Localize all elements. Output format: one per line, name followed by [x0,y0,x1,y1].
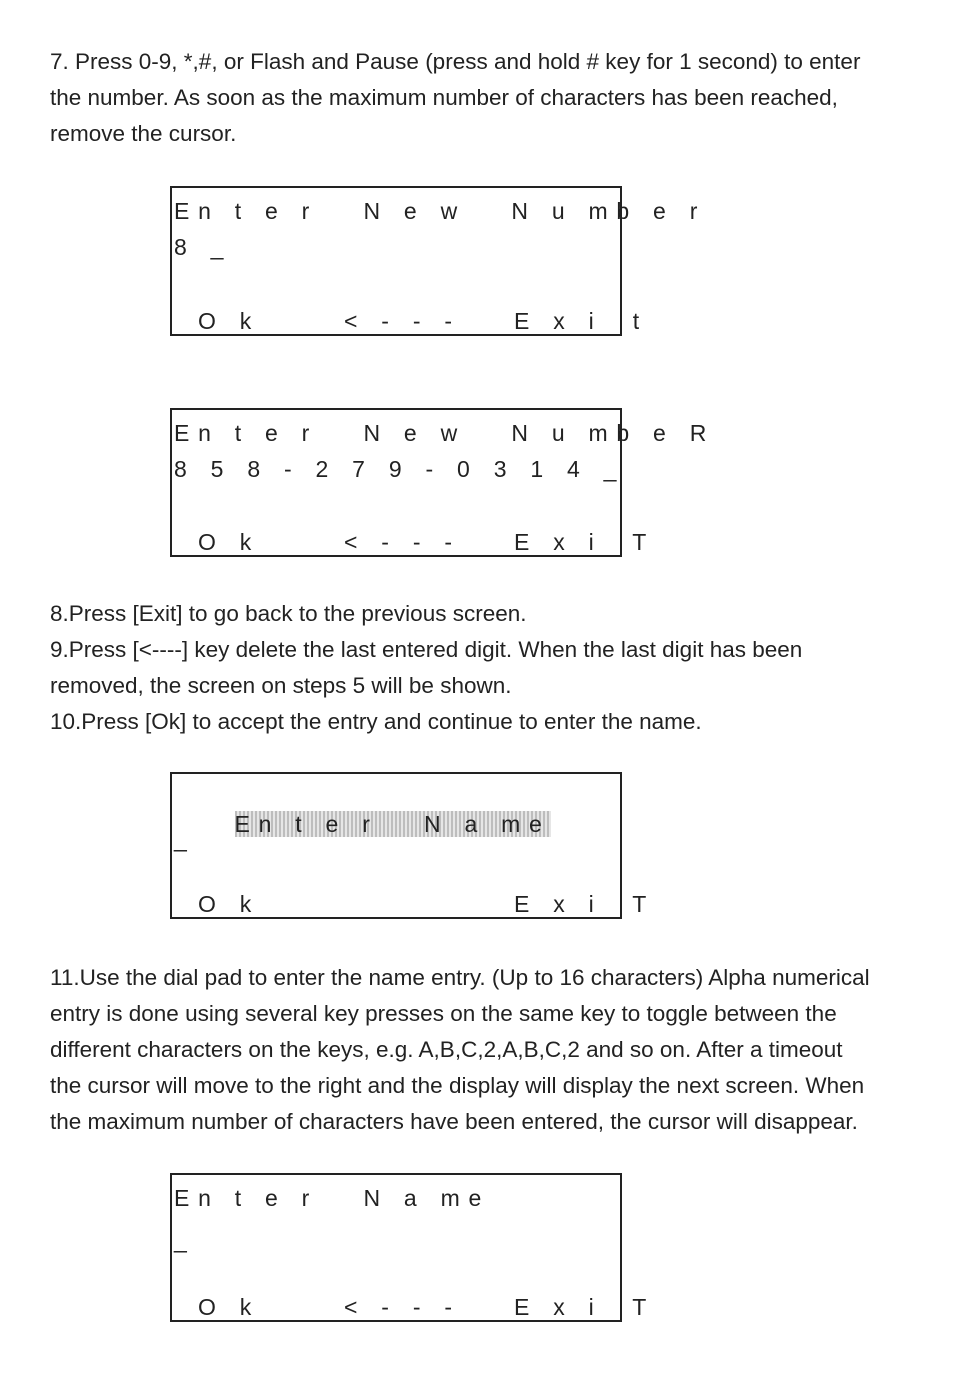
softkey-ok: O k [198,529,261,555]
softkey-backspace: < - - - [344,308,461,334]
softkey-exit: E x i T [514,891,656,917]
lcd-entry: 8 5 8 - 2 7 9 - 0 3 1 4 _ [174,456,626,482]
softkey-ok: O k [198,1294,261,1320]
step-11-line-1: 11.Use the dial pad to enter the name entry. (Up to 16 characters) Alpha numerical [50,965,870,990]
lcd-entry: 8 _ [174,234,233,260]
step-11-line-5: the maximum number of characters have been entered, the cursor will disappear. [50,1109,858,1134]
step-11-text [50,960,930,1140]
step-7-line-2: the number. As soon as the maximum number of characters has been reached, [50,85,838,110]
steps-8-10-text [50,596,930,740]
step-11-line-2: entry is done using several key presses on the same key to toggle between the [50,1001,837,1026]
lcd-title: En t e r N a me [174,1185,491,1211]
step-8-line: 8.Press [Exit] to go back to the previous screen. [50,601,527,626]
step-11-line-3: different characters on the keys, e.g. A,B,C,2,A,B,C,2 and so on. After a timeout [50,1037,843,1062]
step-7-line-3: remove the cursor. [50,121,237,146]
softkey-exit: E x i t [514,308,648,334]
softkey-backspace: < - - - [344,529,461,555]
lcd-entry: _ [174,826,196,852]
softkey-exit: E x i T [514,529,656,555]
softkey-ok: O k [198,891,261,917]
lcd-screen-enter-name-2 [170,1173,656,1322]
lcd-title: En t e r N e w N u mb e R [174,420,716,446]
softkey-ok: O k [198,308,261,334]
lcd-title: En t e r N a me [234,811,551,837]
softkey-exit: E x i T [514,1294,656,1320]
lcd-title-wrap [174,784,551,865]
lcd-entry: _ [174,1227,196,1253]
step-7-text [50,44,930,152]
step-10-line: 10.Press [Ok] to accept the entry and continue to enter the name. [50,709,702,734]
step-11-line-4: the cursor will move to the right and the display will display the next screen. When [50,1073,865,1098]
softkey-backspace: < - - - [344,1294,461,1320]
lcd-title: En t e r N e w N u mb e r [174,198,707,224]
step-7-line-1: 7. Press 0-9, *,#, or Flash and Pause (press and hold # key for 1 second) to enter [50,49,861,74]
lcd-screen-enter-name-1 [170,772,656,919]
step-9-line-2: removed, the screen on steps 5 will be shown. [50,673,512,698]
step-9-line-1: 9.Press [<----] key delete the last entered digit. When the last digit has been [50,637,803,662]
lcd-screen-enter-number-1 [170,186,707,336]
lcd-screen-enter-number-2 [170,408,716,557]
